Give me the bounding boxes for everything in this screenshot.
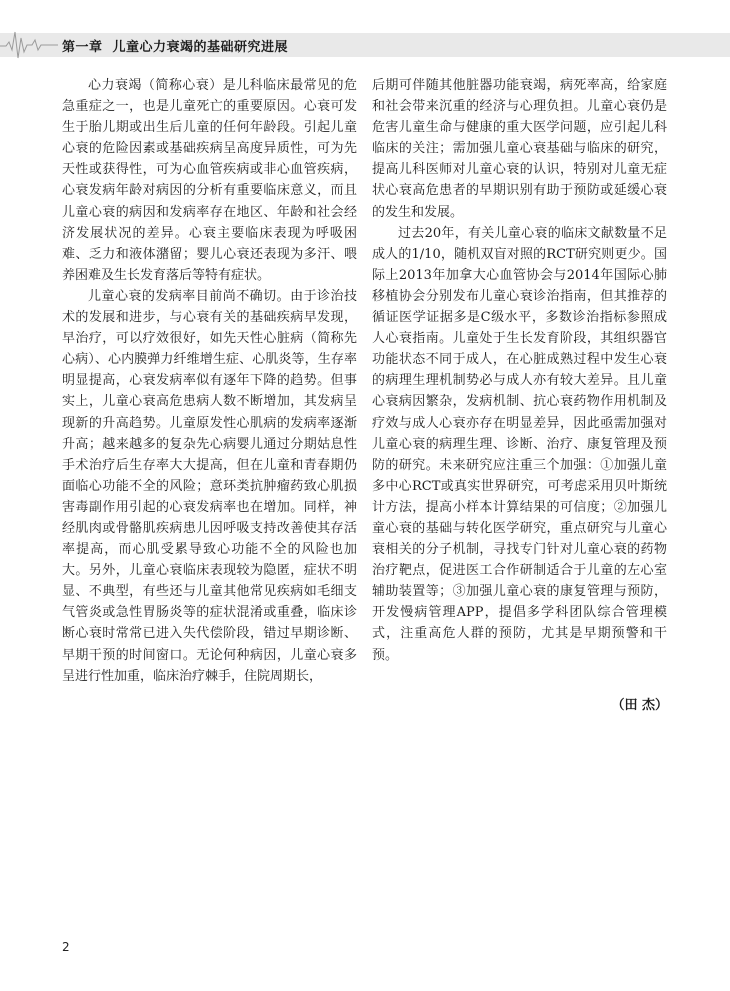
paragraph: 心力衰竭（简称心衰）是儿科临床最常见的危急重症之一，也是儿童死亡的重要原因。心衰可发生于胎儿期或出生后儿童的任何年龄段。引起儿童心衰的危险因素或基础疾病呈高度异质性，可为先天性或获得性，可为心血管疾病或非心血管疾病，心衰发病年龄对病因的分析有重要临床意义，而且儿童心衰的病因和发病率存在地区、年龄和社会经济发展状况的差异。心衰主要临床表现为呼吸困难、乏力和液体潴留；婴儿心衰还表现为多汗、喂养困难及生长发育落后等特有症状。 (62, 78, 357, 283)
page-number: 2 (62, 940, 70, 954)
paragraph: 过去20年，有关儿童心衰的临床文献数量不足成人的1/10，随机双盲对照的RCT研究则更少。国际上2013年加拿大心血管协会与2014年国际心肺移植协会分别发布儿童心衰诊治指南，但其推荐的循证医学证据多是C级水平，多数诊治指标参照成人心衰指南。儿童处于生长发育阶段，其组织器官功能状态不同于成人，在心脏成熟过程中发生心衰的病理生理机制势必与成人亦有较大差异。且儿童心衰病因繁杂，发病机制、抗心衰药物作用机制及疗效与成人心衰亦存在明显差异，因此亟需加强对儿童心衰的病理生理、诊断、治疗、康复管理及预防的研究。未来研究应注重三个加强：①加强儿童多中心RCT或真实世界研究，可考虑采用贝叶斯统计方法，提高小样本计算结果的可信度；②加强儿童心衰的基础与转化医学研究，重点研究与儿童心衰相关的分子机制，寻找专门针对儿童心衰的药物治疗靶点，促进医工合作研制适合于儿童的左心室辅助装置等；③加强儿童心衰的康复管理与预防，开发慢病管理APP，提倡多学科团队综合管理模式，注重高危人群的预防，尤其是早期预警和干预。 (372, 225, 667, 663)
ecg-wave-icon (0, 28, 58, 62)
right-column (372, 75, 667, 666)
paragraph: 儿童心衰的发病率目前尚不确切。由于诊治技术的发展和进步，与心衰有关的基础疾病早发现，早治疗，可以疗效很好，如先天性心脏病（简称先心病）、心内膜弹力纤维增生症、心肌炎等，生存率明显提高，心衰发病率似有逐年下降的趋势。但事实上，儿童心衰高危患病人数不断增加，其发病呈现新的升高趋势。儿童原发性心肌病的发病率逐渐升高；越来越多的复杂先心病婴儿通过分期姑息性手术治疗后生存率大大提高，但在儿童和青春期仍面临心功能不全的风险；意环类抗肿瘤药致心肌损害毒副作用引起的心衰发病率也在增加。同样，神经肌肉或骨骼肌疾病患儿因呼吸支持改善使其存活率提高，而心肌受累导致心功能不全的风险也加大。另外，儿童心衰临床表现较为隐匿，症状不明显、不典型，有些还与儿童其他常见疾病如毛细支气管炎或急性胃肠炎等的症状混淆或重叠，临床诊断心衰时常常已进入失代偿阶段，错过早期诊断、早期干预的时间窗口。无论何种病因，儿童心衰多呈进行性加重，临床治疗棘手，住院周期长， (62, 288, 357, 684)
author-signature: （田 杰） (611, 698, 668, 713)
paragraph-continuation: 后期可伴随其他脏器功能衰竭，病死率高，给家庭和社会带来沉重的经济与心理负担。儿童心衰仍是危害儿童生命与健康的重大医学问题，应引起儿科临床的关注；需加强儿童心衰基础与临床的研究，提高儿科医师对儿童心衰的认识，特别对儿童无症状心衰高危患者的早期识别有助于预防或延缓心衰的发生和发展。 (372, 78, 667, 220)
left-column (62, 75, 357, 687)
chapter-title (62, 36, 288, 55)
chapter-name: 儿童心力衰竭的基础研究进展 (112, 40, 289, 55)
chapter-number: 第一章 (62, 40, 103, 55)
